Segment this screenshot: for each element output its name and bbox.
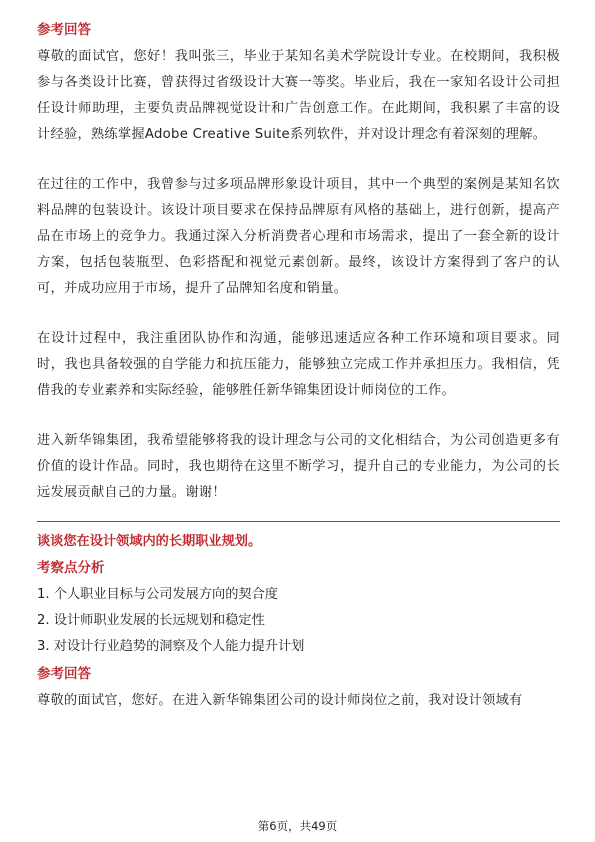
- analysis-heading: 考察点分析: [37, 560, 105, 576]
- section-heading-reference-answer-2: 参考回答: [37, 666, 91, 682]
- section-divider: [37, 521, 560, 522]
- answer-paragraph-continued: 尊敬的面试官，您好。在进入新华锦集团公司的设计师岗位之前，我对设计领域有: [37, 693, 523, 708]
- answer-paragraph-3: 在设计过程中，我注重团队协作和沟通，能够迅速适应各种工作环境和项目要求。同时，我也具备较强的自学能力和抗压能力，能够独立完成工作并承担压力。我相信，凭借我的专业素养和实际经验，能够胜任新华锦集团设计师岗位的工作。: [37, 331, 560, 398]
- answer-paragraph-1: 尊敬的面试官，您好！我叫张三，毕业于某知名美术学院设计专业。在校期间，我积极参与各类设计比赛，曾获得过省级设计大赛一等奖。毕业后，我在一家知名设计公司担任设计师助理，主要负责品牌视觉设计和广告创意工作。在此期间，我积累了丰富的设计经验，熟练掌握Adobe Creative Suite系列软件，并对设计理念有着深刻的理解。: [37, 49, 560, 142]
- interview-question: 谈谈您在设计领域内的长期职业规划。: [37, 534, 262, 549]
- analysis-item: 3. 对设计行业趋势的洞察及个人能力提升计划: [37, 639, 305, 654]
- section-heading-reference-answer: 参考回答: [37, 22, 91, 38]
- analysis-item: 1. 个人职业目标与公司发展方向的契合度: [37, 587, 278, 602]
- page-content: [37, 20, 560, 714]
- analysis-item: 2. 设计师职业发展的长远规划和稳定性: [37, 613, 265, 628]
- answer-paragraph-4: 进入新华锦集团，我希望能够将我的设计理念与公司的文化相结合，为公司创造更多有价值的设计作品。同时，我也期待在这里不断学习，提升自己的专业能力，为公司的长远发展贡献自己的力量。谢谢！: [37, 433, 560, 500]
- answer-paragraph-2: 在过往的工作中，我曾参与过多项品牌形象设计项目，其中一个典型的案例是某知名饮料品牌的包装设计。该设计项目要求在保持品牌原有风格的基础上，进行创新，提高产品在市场上的竞争力。我通过深入分析消费者心理和市场需求，提出了一套全新的设计方案，包括包装瓶型、色彩搭配和视觉元素创新。最终，该设计方案得到了客户的认可，并成功应用于市场，提升了品牌知名度和销量。: [37, 177, 560, 296]
- page-number-footer: 第6页，共49页: [257, 819, 338, 833]
